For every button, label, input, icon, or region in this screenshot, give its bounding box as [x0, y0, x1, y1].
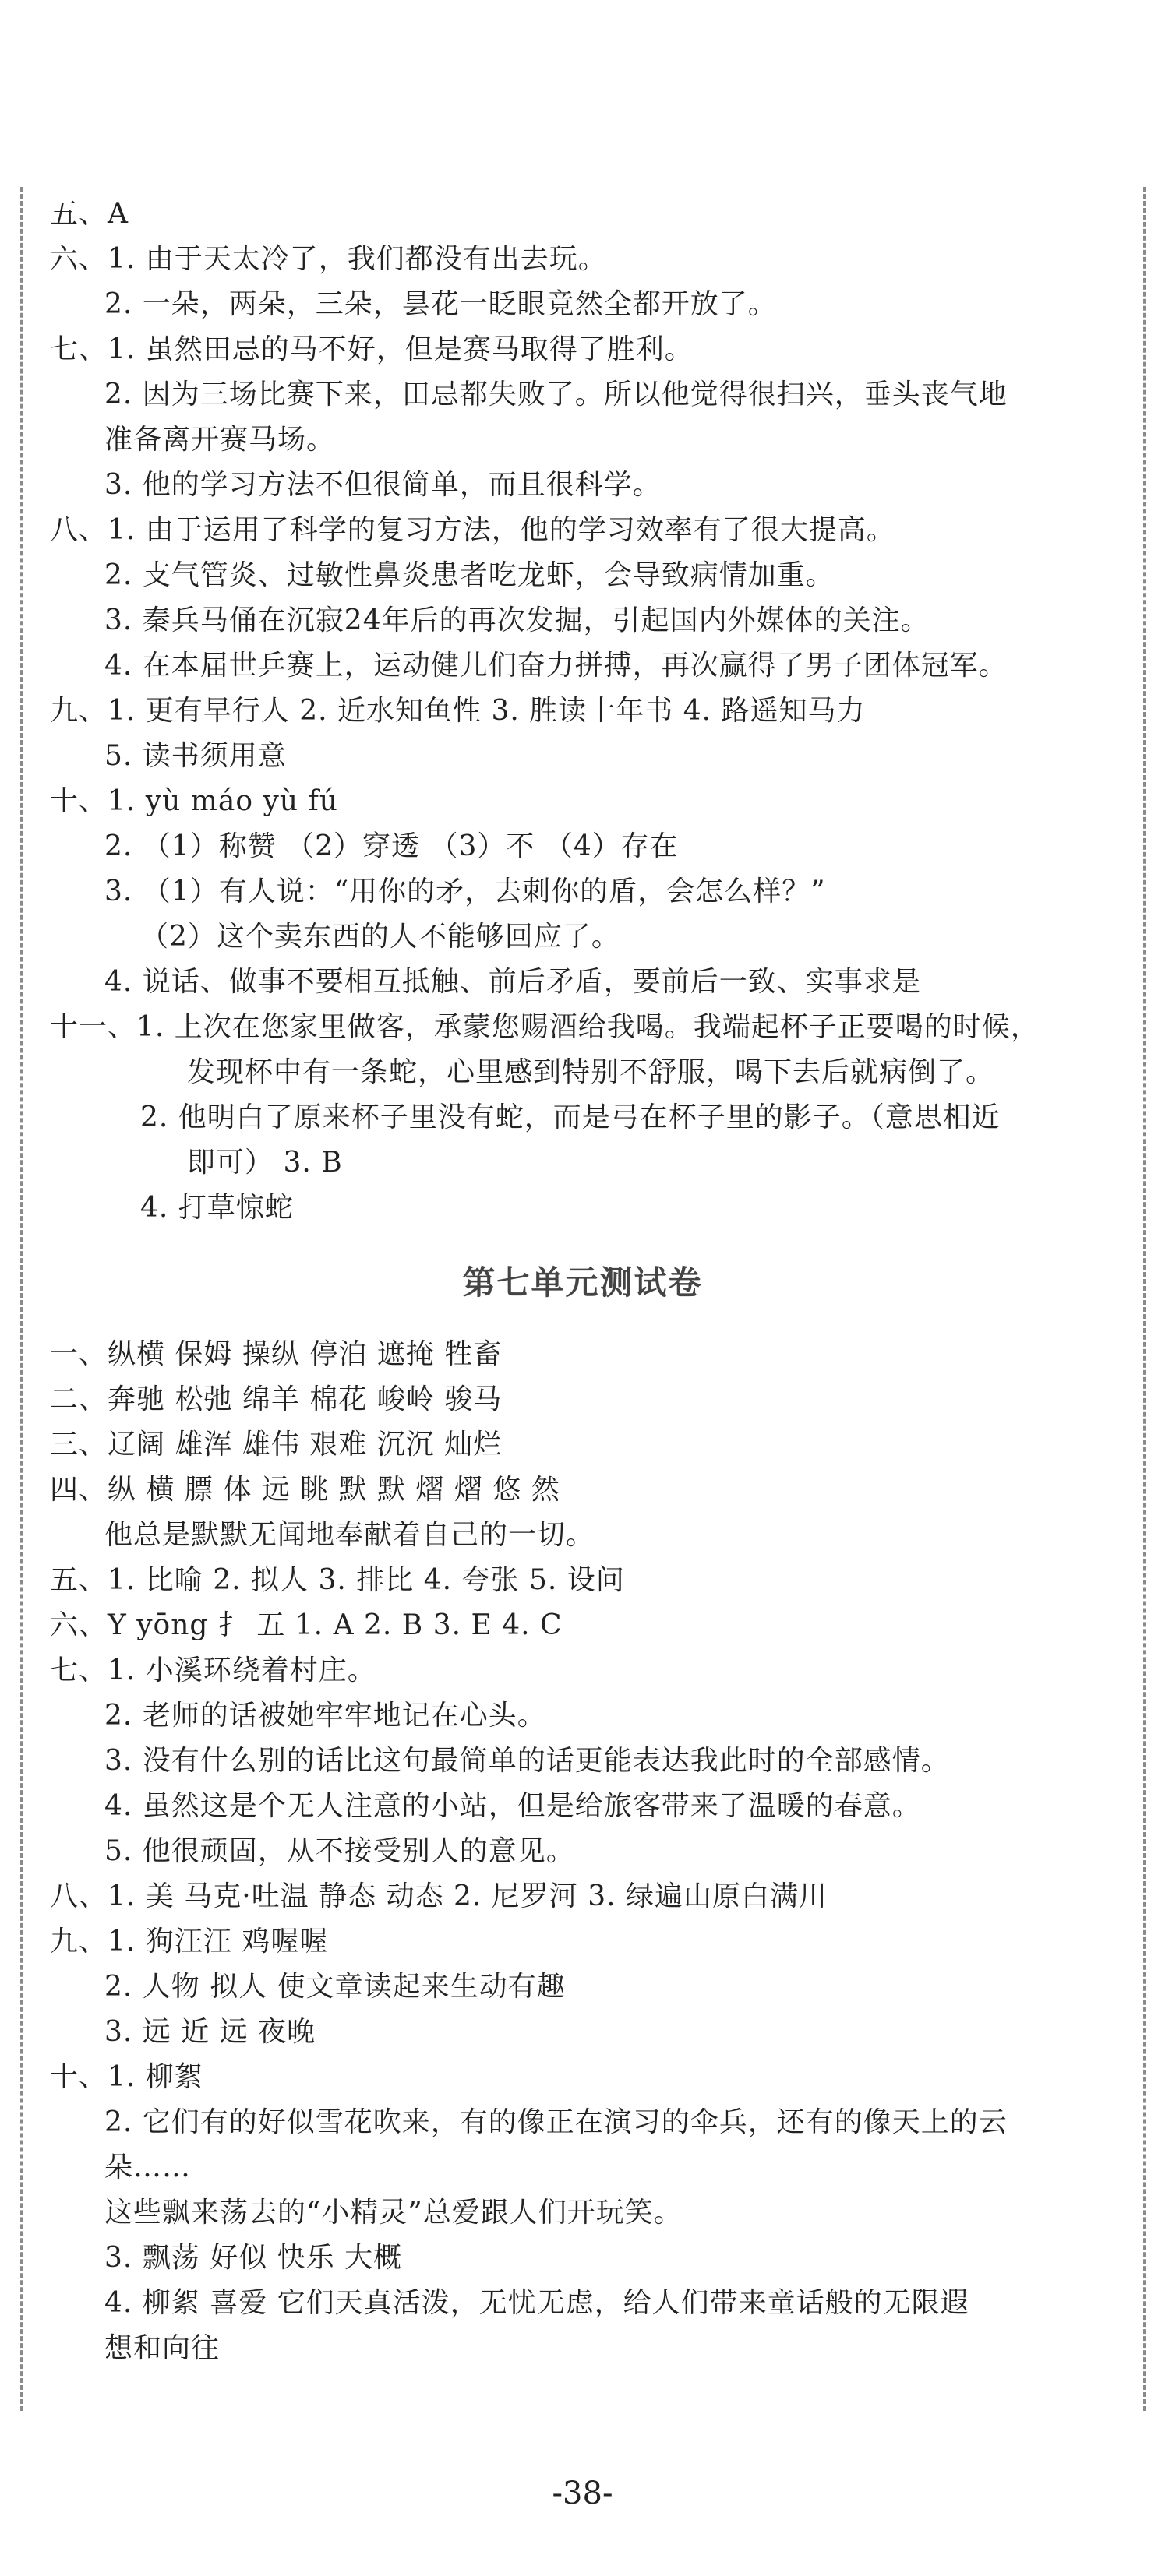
- answer-line: 3. （1）有人说：“用你的矛，去刺你的盾，会怎么样？”: [104, 876, 826, 907]
- answer-line: 4. 打草惊蛇: [140, 1192, 294, 1224]
- answer-line: 七、1. 小溪环绕着村庄。: [50, 1654, 376, 1686]
- answer-line: 2. （1）称赞 （2）穿透 （3）不 （4）存在: [104, 830, 679, 862]
- answer-line: 4. 说话、做事不要相互抵触、前后矛盾，要前后一致、实事求是: [104, 966, 921, 998]
- answer-line: 3. 没有什么别的话比这句最简单的话更能表达我此时的全部感情。: [104, 1745, 950, 1777]
- answer-line: 即可） 3. B: [187, 1147, 343, 1179]
- answer-line: 准备离开赛马场。: [104, 424, 336, 456]
- answer-line: 一、纵横 保姆 操纵 停泊 遮掩 牲畜: [50, 1338, 503, 1370]
- answer-line: 四、纵 横 膘 体 远 眺 默 默 熠 熠 悠 然: [50, 1474, 560, 1506]
- answer-line: 七、1. 虽然田忌的马不好，但是赛马取得了胜利。: [50, 333, 694, 365]
- answer-line: 2. 人物 拟人 使文章读起来生动有趣: [104, 1971, 566, 2003]
- answer-line: 2. 老师的话被她牢牢地记在心头。: [104, 1700, 546, 1732]
- answer-line: 八、1. 美 马克·吐温 静态 动态 2. 尼罗河 3. 绿遍山原白满川: [50, 1880, 828, 1912]
- answer-line: 朵……: [104, 2151, 192, 2183]
- answer-line: 他总是默默无闻地奉献着自己的一切。: [104, 1519, 595, 1551]
- answer-line: 2. 一朵，两朵，三朵，昙花一眨眼竟然全都开放了。: [104, 288, 777, 320]
- page-number: -38-: [552, 2476, 613, 2511]
- answer-line: 4. 柳絮 喜爱 它们天真活泼，无忧无虑，给人们带来童话般的无限遐: [104, 2287, 969, 2319]
- answer-line: 5. 他很顽固，从不接受别人的意见。: [104, 1835, 575, 1867]
- answer-line: 4. 虽然这是个无人注意的小站，但是给旅客带来了温暖的春意。: [104, 1790, 921, 1822]
- answer-line: 4. 在本届世乒赛上，运动健儿们奋力拼搏，再次赢得了男子团体冠军。: [104, 650, 1008, 682]
- answer-line: 想和向往: [104, 2332, 221, 2364]
- answer-line: 3. 远 近 远 夜晚: [104, 2016, 316, 2048]
- answer-line: （2）这个卖东西的人不能够回应了。: [140, 921, 620, 953]
- answer-line: 3. 飘荡 好似 快乐 大概: [104, 2242, 403, 2274]
- answer-line: 3. 他的学习方法不但很简单，而且很科学。: [104, 469, 662, 501]
- answer-line: 二、奔驰 松弛 绵羊 棉花 峻岭 骏马: [50, 1383, 503, 1415]
- answer-line: 九、1. 狗汪汪 鸡喔喔: [50, 1926, 329, 1958]
- answer-line: 十一、1. 上次在您家里做客，承蒙您赐酒给我喝。我端起杯子正要喝的时候，: [50, 1011, 1040, 1043]
- answer-line: 六、Y yōng 扌 五 1. A 2. B 3. E 4. C: [50, 1609, 563, 1641]
- previous-unit-answers: [50, 192, 1125, 1231]
- answer-line: 3. 秦兵马俑在沉寂24年后的再次发掘，引起国内外媒体的关注。: [104, 604, 930, 636]
- answer-line: 五、A: [50, 198, 129, 230]
- answer-line: 2. 他明白了原来杯子里没有蛇，而是弓在杯子里的影子。（意思相近: [140, 1101, 1001, 1133]
- answer-line: 2. 支气管炎、过敏性鼻炎患者吃龙虾，会导致病情加重。: [104, 559, 835, 591]
- unit-seven-answers: [50, 1332, 1125, 2371]
- answer-line: 2. 它们有的好似雪花吹来，有的像正在演习的伞兵，还有的像天上的云: [104, 2106, 1008, 2138]
- unit-seven-test-title: 第七单元测试卷: [462, 1263, 703, 1302]
- answer-line: 八、1. 由于运用了科学的复习方法，他的学习效率有了很大提高。: [50, 514, 895, 546]
- answer-line: 发现杯中有一条蛇，心里感到特别不舒服，喝下去后就病倒了。: [187, 1056, 995, 1088]
- answer-line: 这些飘来荡去的“小精灵”总爱跟人们开玩笑。: [104, 2197, 683, 2229]
- answer-line: 2. 因为三场比赛下来，田忌都失败了。所以他觉得很扫兴，垂头丧气地: [104, 379, 1008, 411]
- answer-line: 五、1. 比喻 2. 拟人 3. 排比 4. 夸张 5. 设问: [50, 1564, 625, 1596]
- answer-line: 九、1. 更有早行人 2. 近水知鱼性 3. 胜读十年书 4. 路遥知马力: [50, 695, 866, 727]
- answer-line: 5. 读书须用意: [104, 740, 287, 772]
- answer-line: 六、1. 由于天太冷了，我们都没有出去玩。: [50, 243, 607, 275]
- answer-line: 十、1. 柳絮: [50, 2061, 203, 2093]
- answer-line: 十、1. yù máo yù fú: [50, 785, 338, 817]
- answer-line: 三、辽阔 雄浑 雄伟 艰难 沉沉 灿烂: [50, 1429, 503, 1461]
